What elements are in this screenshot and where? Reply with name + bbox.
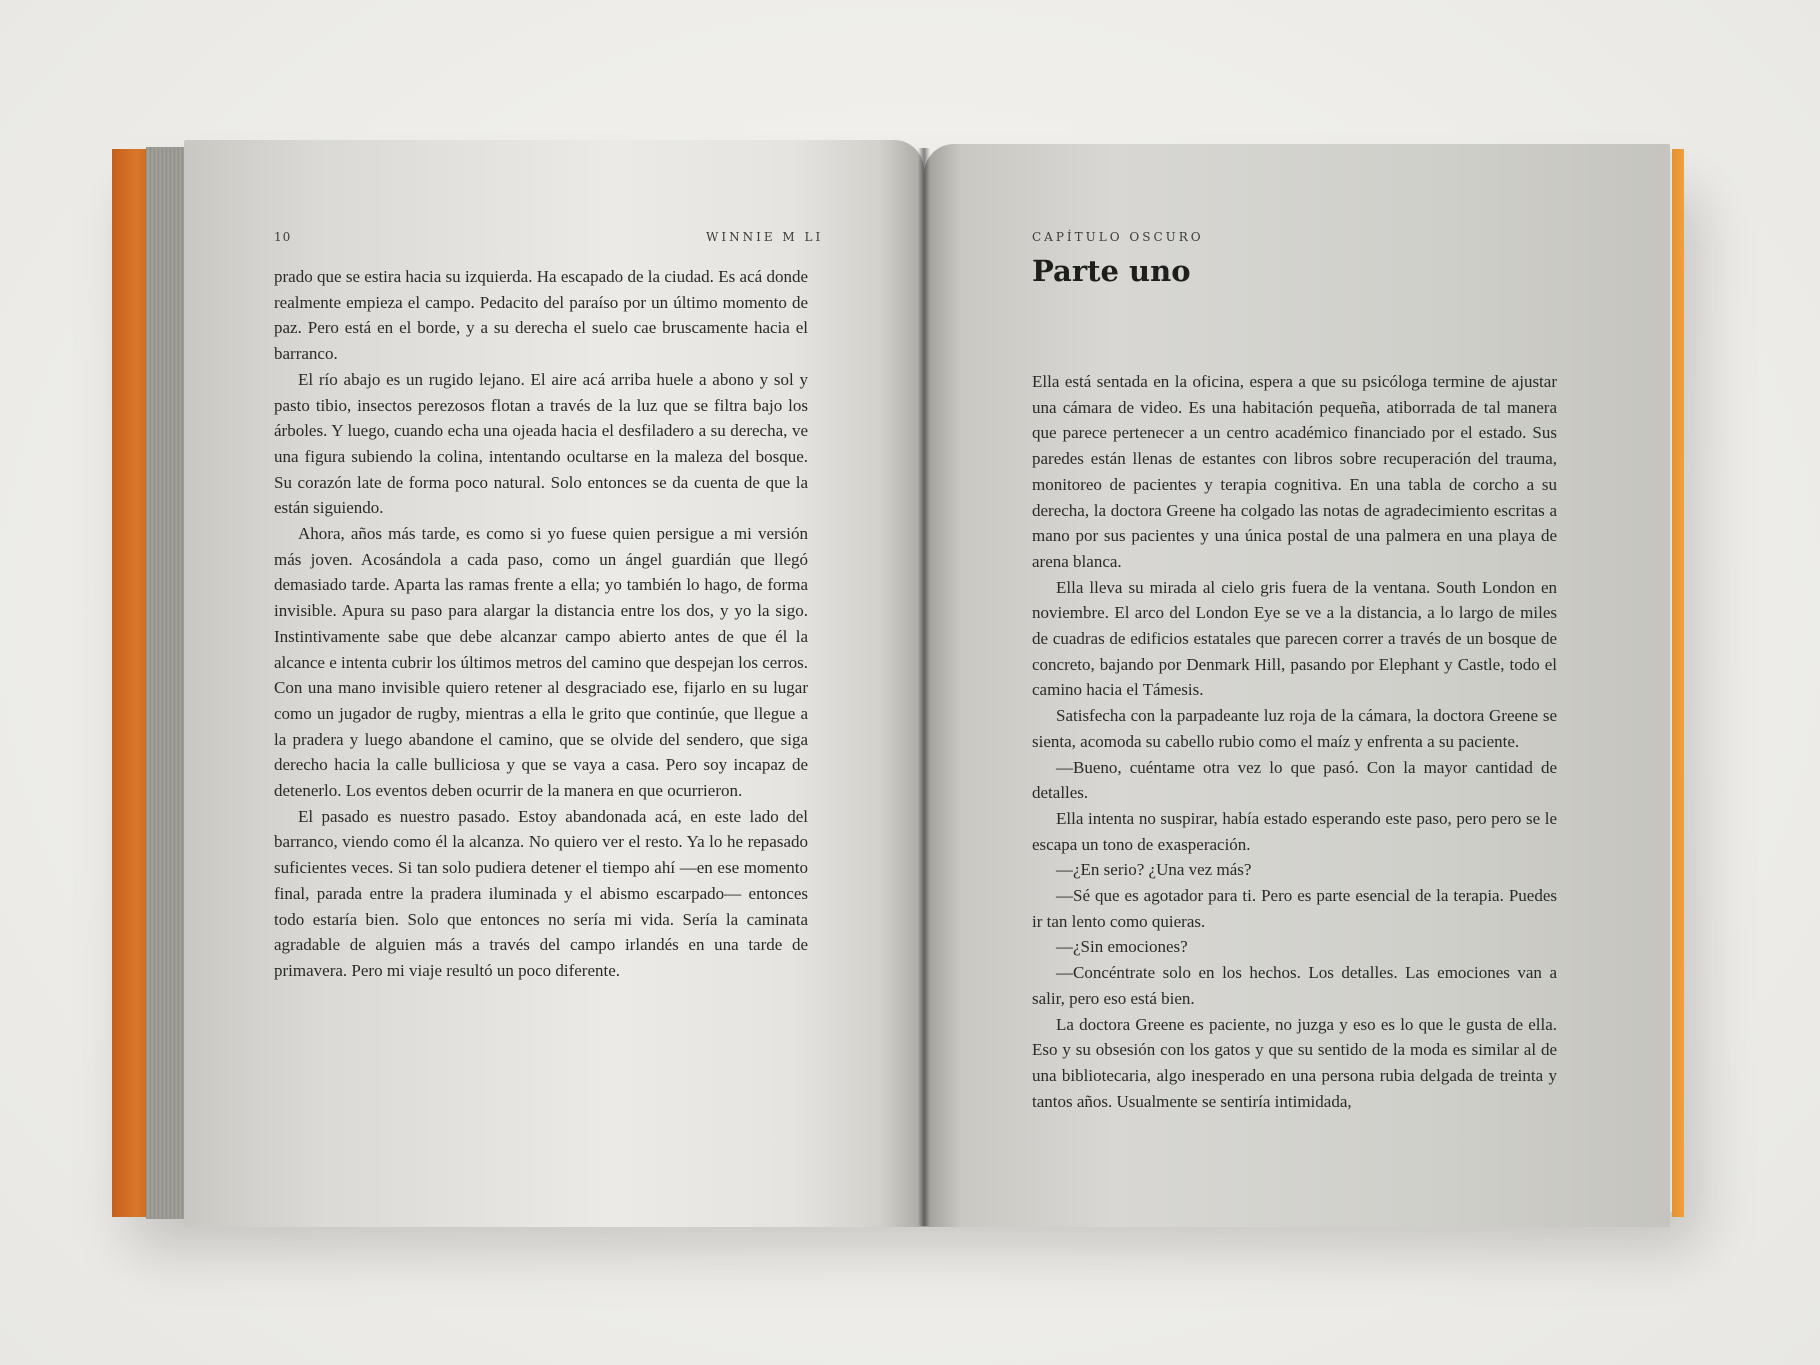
paragraph: Ella intenta no suspirar, había estado esperando este paso, pero pero se le escapa un tono de exasperación.	[1032, 808, 1557, 854]
book-gutter	[918, 148, 930, 1226]
paragraph: Ella lleva su mirada al cielo gris fuera de la ventana. South London en noviembre. El arco del London Eye se ve a la distancia, a lo largo de miles de cuadras de edificios estatales que parecen correr a través de un bosque de concreto, bajando por Denmark Hill, pasando por Elephant y Castle, todo el camino hacia el Támesis.	[1032, 577, 1557, 700]
paragraph: Ahora, años más tarde, es como si yo fuese quien persigue a mi versión más joven. Acosándola a cada paso, como un ángel guardián que llegó demasiado tarde. Aparta las ramas frente a ella; yo también lo hago, de forma invisible. Apura su paso para alargar la distancia entre los dos, y yo la sigo. Instintivamente sabe que debe alcanzar campo abierto antes de que él la alcance e intenta cubrir los últimos metros del camino que despejan los cerros. Con una mano invisible quiero retener al desgraciado ese, fijarlo en su lugar como un jugador de rugby, mientras a ella le grito que continúe, que llegue a la pradera y luego abandone el camino, que se olvide del sendero, que siga derecho hacia la calle bulliciosa y que se vaya a casa. Pero soy incapaz de detenerlo. Los eventos deben ocurrir de la manera en que ocurrieron.	[274, 524, 808, 801]
author-running-head: WINNIE M LI	[706, 230, 824, 244]
paragraph: El río abajo es un rugido lejano. El aire acá arriba huele a abono y sol y pasto tibio, insectos perezosos flotan a través de la luz que se filtra bajo los árboles. Y luego, cuando echa una ojeada hacia el desfiladero a su derecha, ve una figura subiendo la colina, intentando ocultarse en la maleza del bosque. Su corazón late de forma poco natural. Solo entonces se da cuenta de que la están siguiendo.	[274, 369, 808, 518]
paragraph: Satisfecha con la parpadeante luz roja de la cámara, la doctora Greene se sienta, acomoda su cabello rubio como el maíz y enfrenta a su paciente.	[1032, 706, 1557, 751]
page-number: 10	[274, 230, 292, 244]
chapter-running-head: CAPÍTULO OSCURO	[1032, 230, 1204, 244]
paragraph: La doctora Greene es paciente, no juzga y eso es lo que le gusta de ella. Eso y su obsesión con los gatos y que su sentido de la moda es similar al de una bibliotecaria, algo inesperado en una persona rubia delgada de treinta y tantos años. Usualmente se sentiría intimidada,	[1032, 1014, 1557, 1111]
right-page-body	[1032, 369, 1557, 1114]
paragraph: —¿En serio? ¿Una vez más?	[1056, 860, 1252, 880]
paragraph: —Bueno, cuéntame otra vez lo que pasó. Con la mayor cantidad de detalles.	[1032, 757, 1557, 803]
left-page-body	[274, 264, 808, 984]
paragraph: —Sé que es agotador para ti. Pero es parte esencial de la terapia. Puedes ir tan lento como quieras.	[1032, 886, 1557, 931]
paragraph: prado que se estira hacia su izquierda. Ha escapado de la ciudad. Es acá donde realmente empieza el campo. Pedacito del paraíso por un último momento de paz. Pero está en el borde, y a su derecha el suelo cae bruscamente hacia el barranco.	[274, 267, 808, 364]
orange-cover-right	[1672, 149, 1684, 1217]
paragraph: —¿Sin emociones?	[1056, 937, 1188, 957]
paragraph: Ella está sentada en la oficina, espera a que su psicóloga termine de ajustar una cámara de video. Es una habitación pequeña, atiborrada de tal manera que parece pertenecer a un centro académico financiado por el estado. Sus paredes están llenas de estantes con libros sobre recuperación del trauma, monitoreo de pacientes y terapia cognitiva. En una tabla de corcho a su derecha, la doctora Greene ha colgado las notas de agradecimiento escritas a mano por sus pacientes y una única postal de una palmera en una playa de arena blanca.	[1032, 372, 1557, 571]
chapter-title: Parte uno	[1032, 254, 1191, 288]
paragraph: El pasado es nuestro pasado. Estoy abandonada acá, en este lado del barranco, viendo como él la alcanza. No quiero ver el resto. Ya lo he repasado suficientes veces. Si tan solo pudiera detener el tiempo ahí —en ese momento final, parada entre la pradera iluminada y el abismo escarpado— entonces todo estaría bien. Solo que entonces no sería mi vida. Sería la caminata agradable de alguien más a través del campo irlandés en una tarde de primavera. Pero mi viaje resultó un poco diferente.	[274, 806, 808, 980]
paragraph: —Concéntrate solo en los hechos. Los detalles. Las emociones van a salir, pero eso está bien.	[1032, 963, 1557, 1008]
page-edges-left	[146, 147, 186, 1219]
